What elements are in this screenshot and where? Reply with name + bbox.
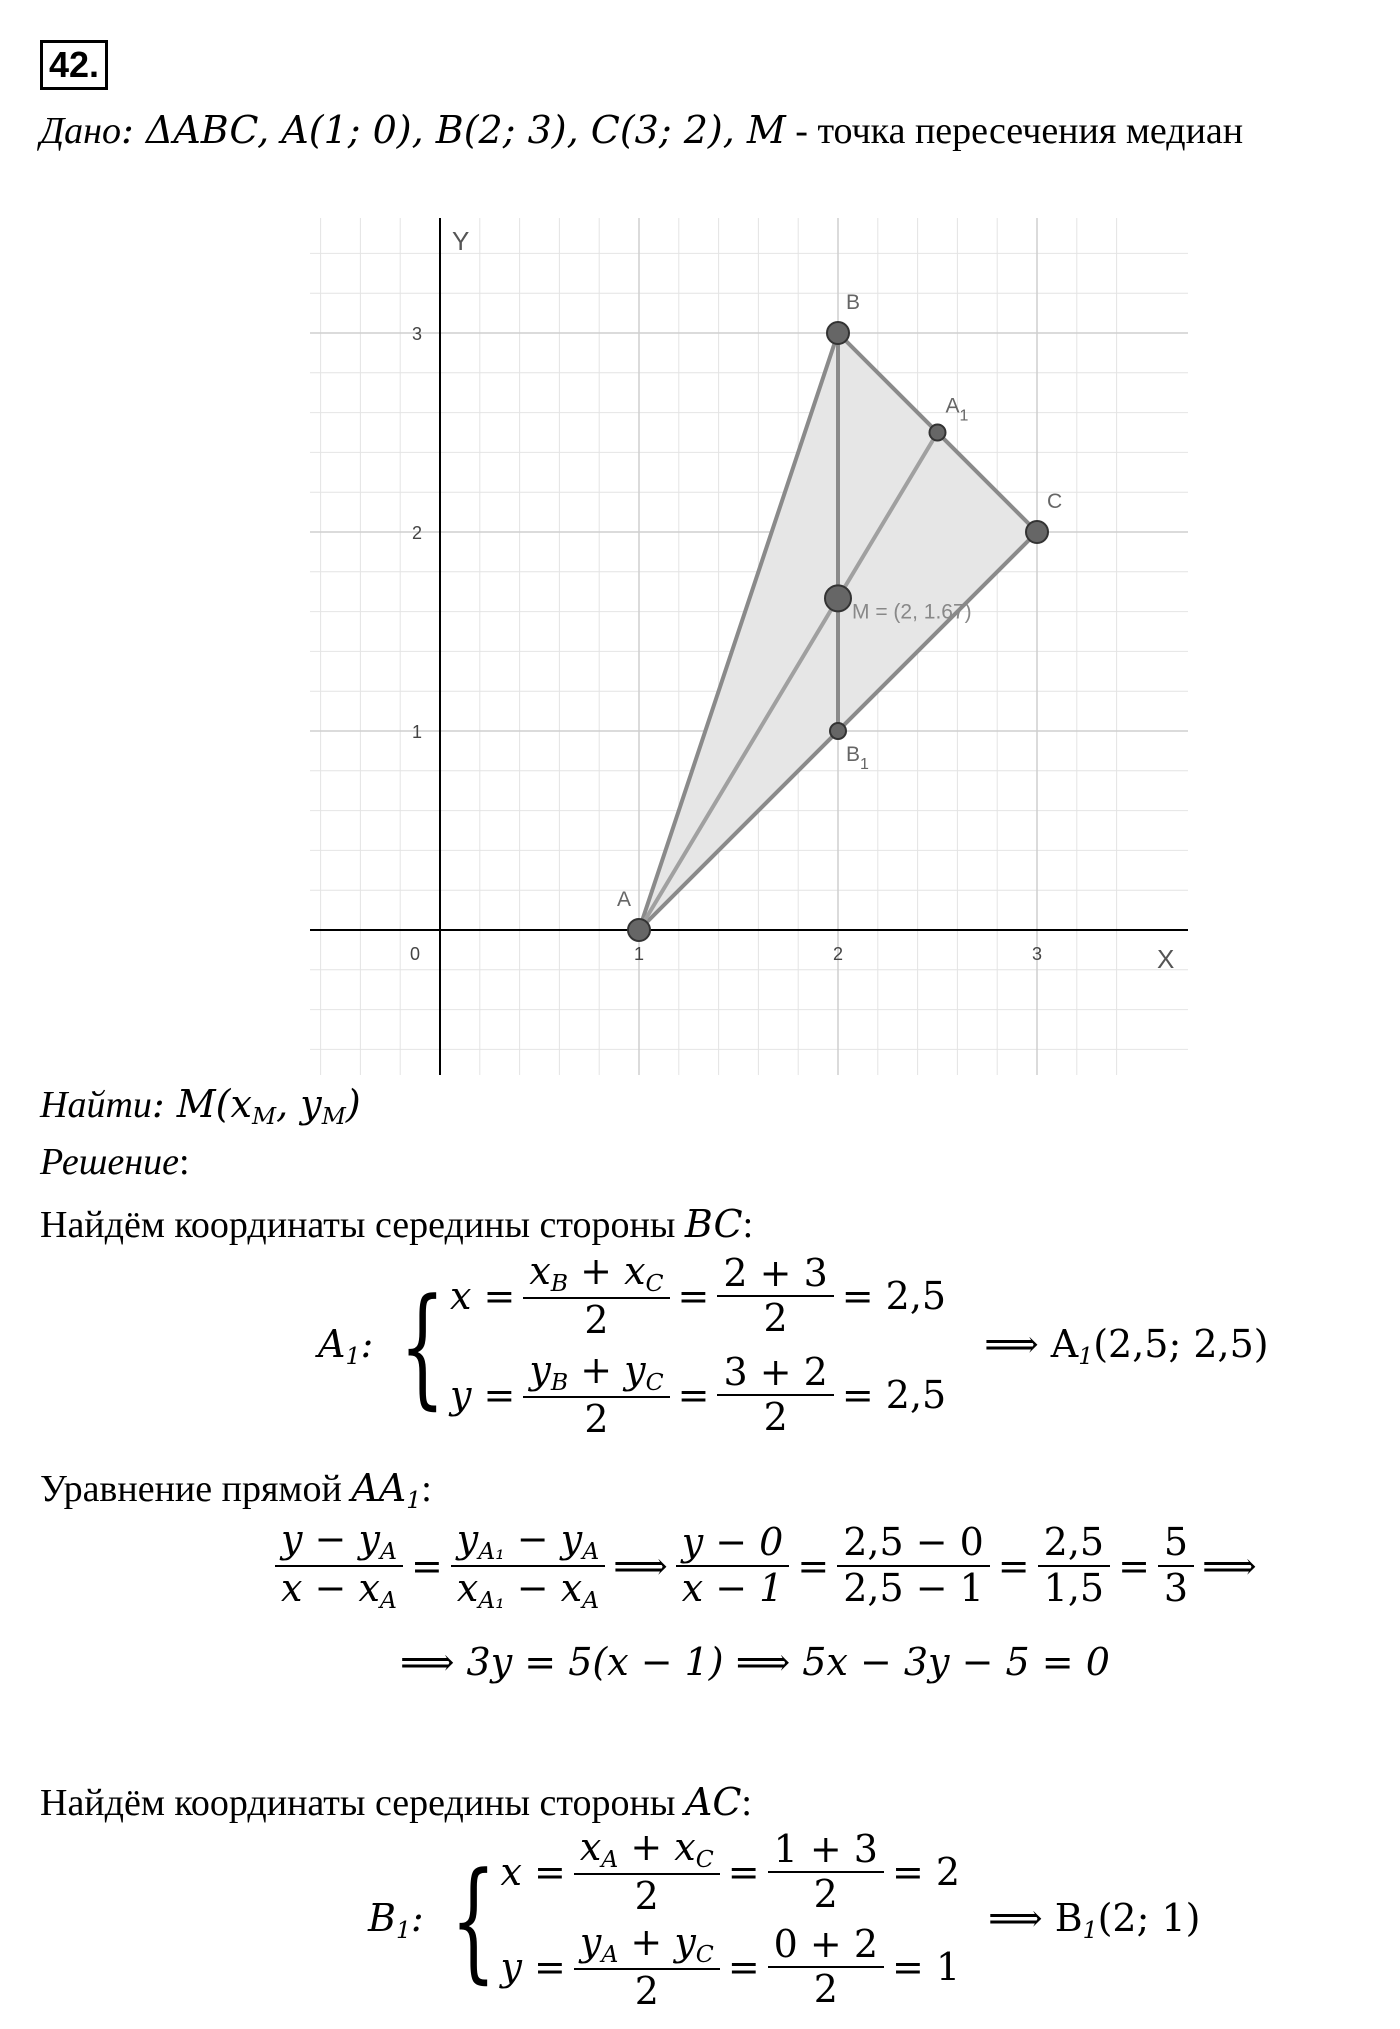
system-b1-name: $B_1$: [368, 1895, 424, 1944]
given-math: : ΔABC, A(1; 0), B(2; 3), C(3; 2), M [121, 108, 786, 152]
point-c [1026, 521, 1048, 543]
point-label-a1: $A_1$ [945, 394, 969, 425]
tick-y-1: 1 [412, 722, 423, 742]
step3-text: Найдём координаты середины стороны AC: [40, 1780, 752, 1824]
given-tail: - точка пересечения медиан [785, 110, 1244, 152]
tick-y-3: 3 [412, 324, 423, 344]
system-b1-y: y = $\frac{y_A + y_C}{2}$ = $\frac{0 + 2}{2}$ = 1 [500, 1919, 961, 2013]
point-a1 [930, 425, 946, 441]
x-axis-label: X [1157, 944, 1175, 974]
system-a1-y: y = $\frac{y_B + y_C}{2}$ = $\frac{3 + 2}{2}$ = 2,5 [449, 1347, 947, 1441]
tick-x-1: 1 [634, 944, 645, 964]
tick-x-0: 0 [410, 944, 421, 964]
y-axis-label: Y [452, 226, 470, 256]
point-label-b: B [846, 291, 861, 314]
solution-label: Решение: [40, 1141, 190, 1183]
tick-x-2: 2 [833, 944, 844, 964]
brace-icon: { [399, 1269, 446, 1422]
point-label-a: A [617, 888, 632, 911]
line-aa1-result: ⟹ 3y = 5(x − 1) ⟹ 5x − 3y − 5 = 0 [400, 1640, 1110, 1684]
find-line [40, 1082, 361, 1130]
system-b1-result: ⟹ $B_1(2$; 1) [988, 1895, 1201, 1944]
point-b1 [830, 723, 846, 739]
point-label-b1: $B_1$ [846, 743, 869, 773]
point-a [628, 919, 650, 941]
tick-y-2: 2 [412, 523, 423, 543]
system-a1-x: x = $\frac{x_B + x_C}{2}$ = $\frac{2 + 3}{2}$ = 2,5 [449, 1249, 947, 1343]
system-a1-name: $A_1$: [318, 1321, 374, 1370]
point-label-m: M = (2, 1.67) [852, 600, 972, 624]
system-a1 [318, 1250, 1269, 1442]
find-math: : $M(x_M$, $y_M$) [151, 1082, 361, 1131]
find-label: Найти [40, 1084, 152, 1126]
point-label-c: C [1047, 490, 1063, 513]
given-label: Дано [40, 110, 122, 152]
step1-text: Найдём координаты середины стороны BC: [40, 1202, 754, 1246]
line-aa1-equation: $\frac{y - y_A}{x - x_A}$ = $\frac{y_{A_1} - y_A}{x_{A_1} - x_A}$ ⟹ $\frac{y - 0}{x - 1}$ = $\frac{2,5 - 0}{2,5 - 1}$ = $\frac{2,5}{1,5}$ = $\frac{5}{3}$ ⟹ [275, 1518, 1257, 1614]
system-b1-x: x = $\frac{x_A + x_C}{2}$ = $\frac{1 + 3}{2}$ = 2 [500, 1825, 961, 1919]
problem-number: 42. [40, 40, 108, 90]
brace-icon: { [450, 1843, 496, 1996]
point-m [825, 585, 851, 611]
system-a1-result: ⟹ $A_1(2,5$; 2,5) [984, 1321, 1269, 1370]
system-b1 [368, 1826, 1201, 2014]
step2-text: Уравнение прямой $AA_1$: [40, 1466, 432, 1515]
point-b [827, 322, 849, 344]
tick-x-3: 3 [1032, 944, 1043, 964]
